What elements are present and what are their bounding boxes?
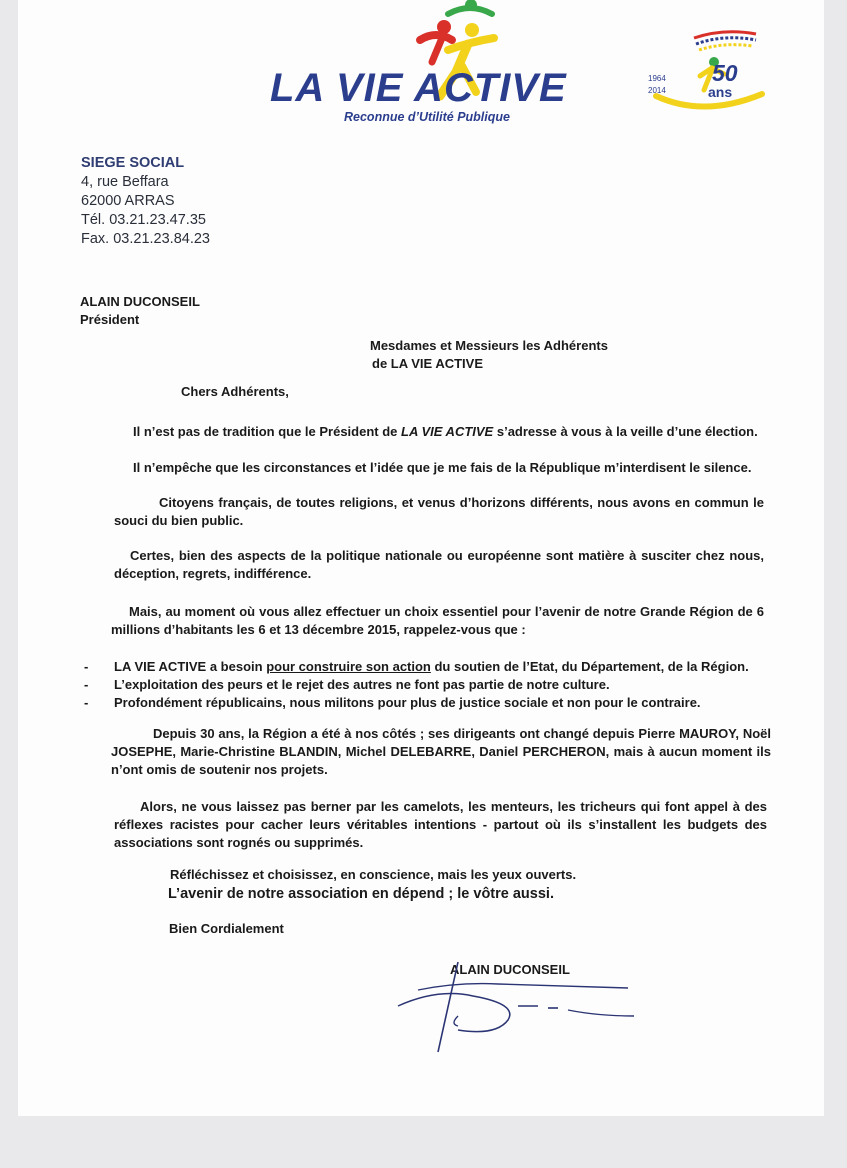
anniversary-logo — [644, 24, 774, 119]
bullet-1-text-end: du soutien de l’Etat, du Département, de la Région. — [430, 659, 749, 674]
greeting: Chers Adhérents, — [181, 384, 289, 399]
bullet-2-text: L’exploitation des peurs et le rejet des autres ne font pas partie de notre culture. — [114, 677, 610, 692]
anniversary-end-year: 2014 — [648, 86, 666, 95]
head-office-street: 4, rue Beffara — [81, 174, 169, 190]
paragraph-2: Il n’empêche que les circonstances et l’idée que je me fais de la République m’interdisent le silence. — [133, 460, 752, 475]
paragraph-6: Depuis 30 ans, la Région a été à nos côtés ; ses dirigeants ont changé depuis Pierre MAUROY, Noël JOSEPHE, Marie-Christine BLANDIN, Michel DELEBARRE, Daniel PERCHERON, mais à aucun moment ils n’ont omis de soutenir nos projets. — [111, 726, 771, 777]
organization-tagline: Reconnue d’Utilité Publique — [344, 110, 510, 124]
bullet-dash: - — [84, 695, 89, 710]
letter-page — [18, 0, 824, 1116]
closing-salutation: Bien Cordialement — [169, 921, 284, 936]
sender-name: ALAIN DUCONSEIL — [80, 294, 200, 309]
bullet-dash: - — [84, 659, 89, 674]
paragraph-1 — [133, 423, 773, 441]
head-office-city: 62000 ARRAS — [81, 193, 175, 209]
sender-block — [80, 293, 200, 329]
recipient-line-1: Mesdames et Messieurs les Adhérents — [370, 338, 608, 353]
paragraph-7: Alors, ne vous laissez pas berner par les camelots, les menteurs, les tricheurs qui font appel à des réflexes racistes pour cacher leurs véritables intentions - partout où ils s’installent les budgets des associations sont rognés ou supprimés. — [114, 799, 767, 850]
head-office-block — [81, 154, 210, 249]
bullet-list — [84, 658, 774, 712]
sender-title: Président — [80, 312, 140, 327]
list-item — [84, 676, 774, 694]
organization-name: LA VIE ACTIVE — [270, 66, 567, 110]
paragraph-8: Réfléchissez et choisissez, en conscience, mais les yeux ouverts. — [170, 867, 577, 882]
paragraph-4: Certes, bien des aspects de la politique nationale ou européenne sont matière à susciter chez nous, déception, regrets, indifférence. — [114, 548, 764, 581]
bullet-1-text: LA VIE ACTIVE a besoin — [114, 659, 267, 674]
bullet-1-underlined-text: pour construire son action — [266, 659, 431, 674]
anniversary-unit: ans — [708, 84, 733, 100]
paragraph-9: L’avenir de notre association en dépend ; le vôtre aussi. — [168, 886, 554, 902]
paragraph-5: Mais, au moment où vous allez effectuer un choix essentiel pour l’avenir de notre Grande Région de 6 millions d’habitants les 6 et 13 décembre 2015, rappelez-vous que : — [111, 604, 764, 637]
recipient-line-2: de LA VIE ACTIVE — [372, 356, 483, 371]
list-item — [84, 694, 774, 712]
head-office-phone: Tél. 03.21.23.47.35 — [81, 212, 206, 228]
handwritten-signature — [378, 960, 648, 1060]
anniversary-start-year: 1964 — [648, 74, 666, 83]
paragraph-1-text-end: s’adresse à vous à la veille d’une élection. — [493, 424, 758, 439]
head-office-fax: Fax. 03.21.23.84.23 — [81, 231, 210, 247]
bullet-dash: - — [84, 677, 89, 692]
recipient-block — [370, 337, 608, 373]
anniversary-number: 50 — [712, 60, 738, 86]
paragraph-1-text: Il n’est pas de tradition que le Président de — [133, 424, 402, 439]
paragraph-3: Citoyens français, de toutes religions, et venus d’horizons différents, nous avons en commun le souci du bien public. — [114, 495, 764, 528]
bullet-3-text: Profondément républicains, nous militons pour plus de justice sociale et non pour le contraire. — [114, 695, 701, 710]
signatory-name: ALAIN DUCONSEIL — [450, 962, 570, 977]
list-item — [84, 658, 774, 676]
paragraph-1-org-name: LA VIE ACTIVE — [401, 424, 494, 439]
head-office-heading: SIEGE SOCIAL — [81, 155, 185, 171]
